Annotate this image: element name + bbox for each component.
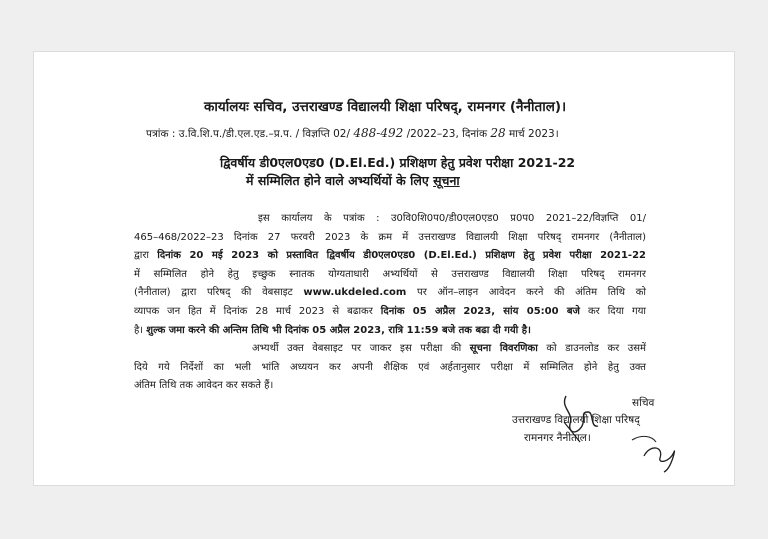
website-link[interactable]: www.ukdeled.com (303, 287, 407, 299)
para1-line2: 465–468/2022–23 दिनांक 27 फरवरी 2023 के क्रम में उत्तराखण्ड विद्यालयी शिक्षा परिषद् रामनगर (नैनीताल) (134, 231, 646, 243)
information-brochure-bold: सूचना विवरणिका (469, 343, 538, 355)
office-heading: कार्यालयः सचिव, उत्तराखण्ड विद्यालयी शिक्षा परिषद्, रामनगर (नैनीताल)। (204, 99, 567, 115)
title-line2-text: में सम्मिलित होने वाले अभ्यर्थियों के लिए (246, 173, 434, 188)
signatory-organization: उत्तराखण्ड विद्यालयी शिक्षा परिषद् (512, 414, 640, 426)
para1-line6-c: कर दिया गया (579, 305, 647, 317)
handwritten-day: 28 (490, 126, 506, 140)
notice-body (134, 210, 646, 396)
para1-line5-c: पर ऑन–लाइन आवेदन करने की अंतिम तिथि को (406, 287, 646, 299)
signature-block (502, 382, 732, 482)
reference-month-year: मार्च 2023। (509, 128, 559, 140)
para2-line1-a: अभ्यर्थी उक्त वेबसाइट पर जाकर इस परीक्षा की (252, 343, 470, 355)
fee-deadline-bold: शुल्क जमा करने की अन्तिम तिथि भी दिनांक 05 अप्रैल 2023, रात्रि 11:59 बजे तक बढा दी गयी है। (146, 324, 531, 336)
reference-suffix: /2022–23, दिनांक (406, 128, 488, 140)
notice-document (34, 52, 734, 485)
para1-line6 (134, 303, 646, 322)
para2-line3: अंतिम तिथि तक आवेदन कर सकते हैं। (134, 380, 274, 392)
para1-line5-a: (नैनीताल) द्वारा परिषद् की वेबसाइट (134, 287, 304, 299)
signatory-place: रामनगर नैनीताल। (524, 432, 591, 444)
reference-line (146, 126, 559, 141)
para2-line2: दिये गये निर्देशों का भली भांति अध्ययन कर अपनी शैक्षिक एवं अर्हतानुसार परीक्षा में सम्मिलित होने हेतु उक्त (134, 361, 646, 373)
signatory-designation: सचिव (632, 397, 655, 409)
handwritten-number: 488-492 (353, 126, 404, 140)
para1-line3-a: द्वारा (134, 250, 158, 262)
notice-title-line2 (246, 172, 460, 189)
para1-line7-a: है। (134, 324, 147, 336)
para2-line1 (134, 340, 646, 359)
para1-line4: में सम्मिलित होने हेतु इच्छुक स्नातक योग्यताधारी अभ्यर्थियों से उत्तराखण्ड विद्यालयी शिक्षा परिषद् रामनगर (134, 268, 646, 280)
para1-line5 (134, 284, 646, 303)
notice-title-line1: द्विवर्षीय डी0एल0एड0 (D.El.Ed.) प्रशिक्षण हेतु प्रवेश परीक्षा 2021-22 (220, 155, 576, 170)
para1-line3 (134, 247, 646, 266)
para1-line1: इस कार्यालय के पत्रांक : उ0वि0शि0प0/डी0एल0एड0 प्र0प0 2021–22/विज्ञप्ति 01/ (258, 213, 646, 224)
para1-line7 (134, 322, 646, 341)
reference-prefix: पत्रांक : उ.वि.शि.प./डी.एल.एड.–प्र.प. / विज्ञप्ति 02/ (146, 128, 351, 140)
new-deadline-bold: दिनांक 05 अप्रैल 2023, सांय 05:00 बजे (380, 305, 580, 317)
exam-date-bold: दिनांक 20 मई 2023 को प्रस्तावित द्विवर्षीय डी0एल0एड0 (D.El.Ed.) प्रशिक्षण हेतु प्रवेश परीक्षा 2021-22 (157, 250, 646, 262)
para2-line1-c: को डाउनलोड कर उसमें (537, 343, 647, 355)
para1-line6-a: व्यापक जन हित में दिनांक 28 मार्च 2023 से बढाकर (134, 305, 381, 317)
title-underlined-word: सूचना (433, 173, 460, 188)
